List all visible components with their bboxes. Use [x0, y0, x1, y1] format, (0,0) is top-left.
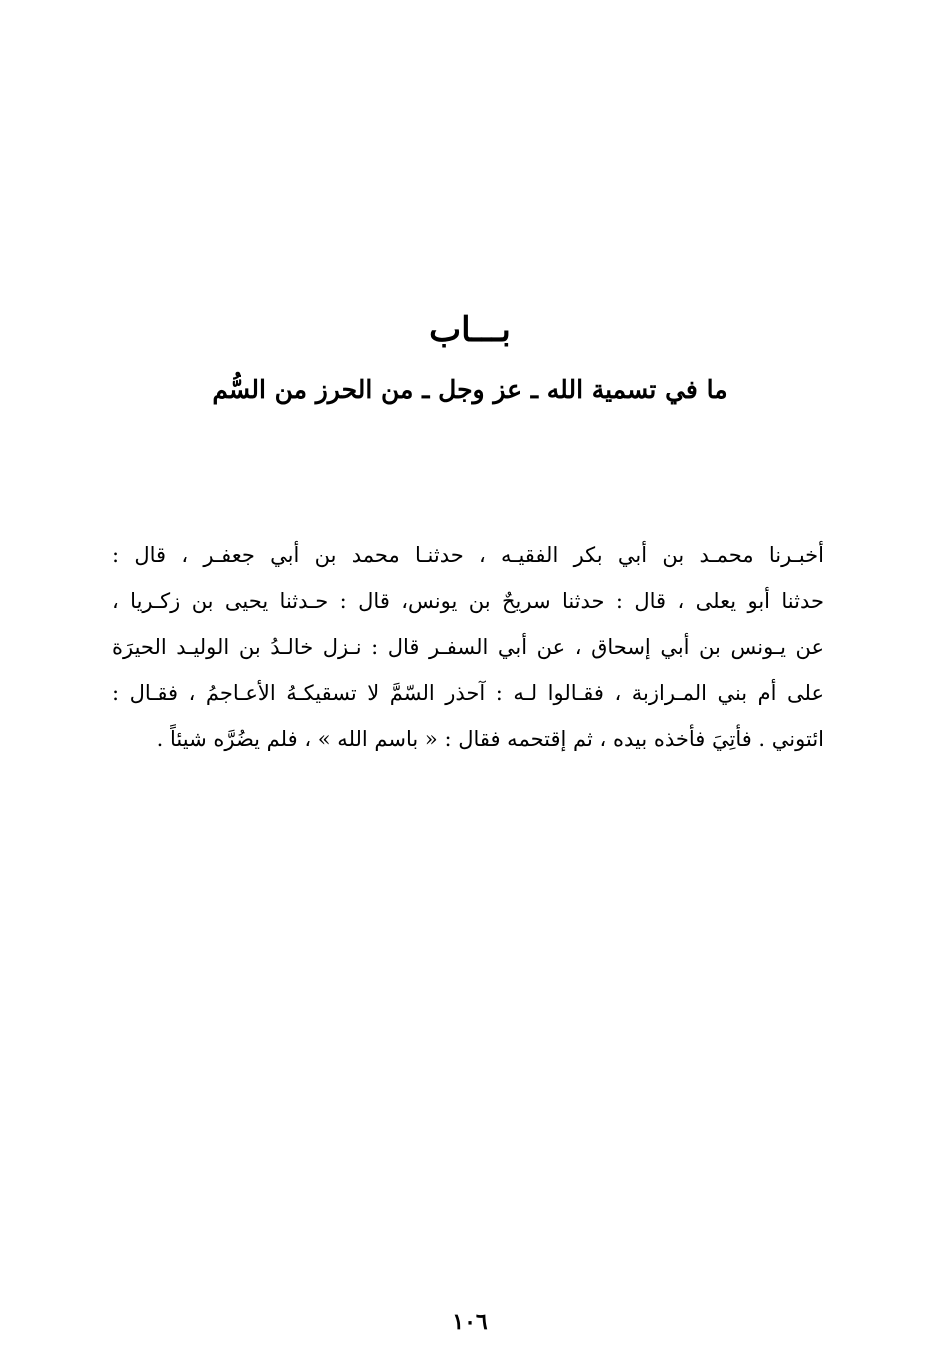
hadith-paragraph	[112, 532, 824, 762]
paragraph-line: على أم بني المـرازبة ، فقـالوا لـه : آحذر السّمَّ لا تسقيكـهُ الأعـاجمُ ، فقـال :	[112, 681, 824, 705]
chapter-title: ما في تسمية الله ـ عز وجل ـ من الحرز من السُّم	[212, 375, 728, 404]
paragraph-line: عن يـونس بن أبي إسحاق ، عن أبي السفـر قال : نـزل خالـدُ بن الوليـد الحيرَة	[112, 635, 824, 659]
paragraph-line: ائتوني . فأتِيَ فأخذه بيده ، ثم إقتحمه فقال : « باسم الله » ، فلم يضُرَّه شيئاً .	[156, 727, 824, 751]
paragraph-line: أخبـرنا محمـد بن أبي بكر الفقيـه ، حدثنـا محمد بن أبي جعفـر ، قال :	[112, 543, 824, 567]
chapter-heading: بـــاب	[429, 310, 511, 350]
page-number: ١٠٦	[452, 1309, 488, 1335]
paragraph-line: حدثنا أبو يعلى ، قال : حدثنا سريحٌ بن يونس، قال : حـدثنا يحيى بن زكـريا ،	[112, 589, 824, 613]
